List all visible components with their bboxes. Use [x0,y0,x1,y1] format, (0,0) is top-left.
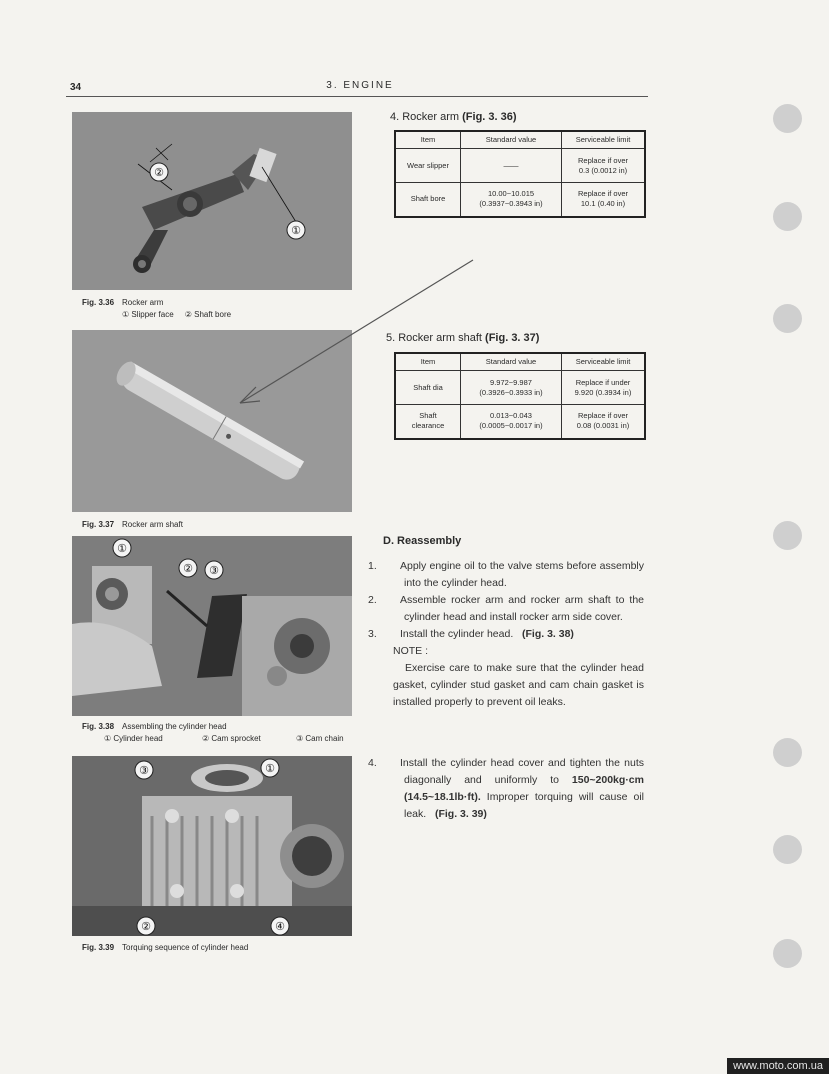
fig-3-38-legend-1: ① Cylinder head [104,734,163,743]
rocker-arm-shaft-spec-table [394,352,646,440]
fig-title: Rocker arm [122,298,164,307]
svg-text:②: ② [141,921,151,933]
callout-1 [112,538,132,558]
note-text: Exercise care to make sure that the cylinder head gasket, cylinder stud gasket and cam chain gasket is installed properly to prevent oil leaks. [393,662,644,708]
cylinder-head-torque-illustration [72,756,352,936]
cell-standard: 9.972~9.987 (0.3926~0.3933 in) [461,371,562,405]
callout-1 [286,220,306,240]
callout-3 [204,560,224,580]
note-label: NOTE : [393,645,429,657]
col-item: Item [395,131,461,149]
step-4-figref: (Fig. 3. 39) [434,808,487,820]
svg-text:④: ④ [275,921,285,933]
cell-limit: Replace if over 10.1 (0.40 in) [562,183,646,217]
fig-title: Torquing sequence of cylinder head [122,943,249,952]
cell-item: Shaft dia [395,371,461,405]
step-3: 3. Install the cylinder head. (Fig. 3. 38) [368,628,574,640]
reassembly-heading: D. Reassembly [383,535,462,547]
svg-text:②: ② [154,167,164,179]
section-4-title [390,111,517,123]
callout-2 [136,916,156,936]
chapter-title: 3. ENGINE [326,80,394,91]
fig-3-36-legend: ① Slipper face ② Shaft bore [122,310,232,319]
rocker-arm-spec-table [394,130,646,218]
cell-standard: —— [461,149,562,183]
section-4-figref: (Fig. 3. 36) [462,111,517,123]
fig-title: Rocker arm shaft [122,520,183,529]
cell-standard: 0.013~0.043 (0.0005~0.0017 in) [461,405,562,439]
callout-2 [178,558,198,578]
fig-number: Fig. 3.39 [82,943,115,952]
section-5-title [386,332,539,344]
table-row [395,183,645,217]
cell-standard: 10.00~10.015 (0.3937~0.3943 in) [461,183,562,217]
cell-limit: Replace if under 9.920 (0.3934 in) [562,371,646,405]
step-3-figref: (Fig. 3. 38) [522,628,574,640]
cell-item: Wear slipper [395,149,461,183]
table-header-row [395,131,645,149]
binder-hole [773,835,802,864]
table-row [395,149,645,183]
cell-item: Shaft bore [395,183,461,217]
col-limit: Serviceable limit [562,353,646,371]
table-header-row [395,353,645,371]
binder-hole [773,304,802,333]
col-item: Item [395,353,461,371]
section-5-prefix: 5. Rocker arm shaft [386,332,486,344]
col-standard: Standard value [461,353,562,371]
page-number: 34 [70,82,82,93]
watermark: www.moto.com.ua [727,1058,829,1074]
fig-3-39-caption [82,942,248,953]
callout-3 [134,760,154,780]
callout-2 [149,162,169,182]
cell-limit: Replace if over 0.08 (0.0031 in) [562,405,646,439]
fig-title: Assembling the cylinder head [122,722,227,731]
binder-hole [773,104,802,133]
binder-hole [773,202,802,231]
step-2: 2. Assemble rocker arm and rocker arm shaft to the cylinder head and install rocker arm side cover. [368,594,644,623]
header-rule [66,96,648,97]
fig-3-38-caption [82,721,227,732]
reassembly-steps [368,558,644,711]
binder-hole [773,738,802,767]
fig-number: Fig. 3.36 [82,298,115,307]
torque-value: 150~200kg·cm (14.5~18.1lb·ft). [404,774,644,803]
svg-text:③: ③ [139,765,149,777]
binder-hole [773,939,802,968]
svg-text:①: ① [117,543,127,555]
col-standard: Standard value [461,131,562,149]
fig-3-36-caption [82,297,163,308]
section-5-figref: (Fig. 3. 37) [485,332,540,344]
step-1: 1. Apply engine oil to the valve stems before assembly into the cylinder head. [368,560,644,589]
fig-3-38-legend-2: ② Cam sprocket [202,734,261,743]
cell-limit: Replace if over 0.3 (0.0012 in) [562,149,646,183]
svg-text:②: ② [183,563,193,575]
fig-3-38-photo [72,536,352,716]
callout-1 [260,758,280,778]
fig-3-37-caption [82,519,183,530]
section-4-prefix: 4. Rocker arm [390,111,463,123]
callout-4 [270,916,290,936]
svg-text:③: ③ [209,565,219,577]
fig-number: Fig. 3.38 [82,722,115,731]
fig-3-38-legend-3: ③ Cam chain [296,734,344,743]
fig-number: Fig. 3.37 [82,520,115,529]
fig-3-39-photo [72,756,352,936]
svg-text:①: ① [265,763,275,775]
svg-text:①: ① [291,225,301,237]
table-row [395,371,645,405]
table-row [395,405,645,439]
binder-hole [773,521,802,550]
col-limit: Serviceable limit [562,131,646,149]
step-4: 4. Install the cylinder head cover and tighten the nuts diagonally and uniformly to 150~200kg·cm (14.5~18.1lb·ft). Improper torquing will cause oil leak. (Fig. 3. 39) [368,757,644,820]
cell-item: Shaft clearance [395,405,461,439]
